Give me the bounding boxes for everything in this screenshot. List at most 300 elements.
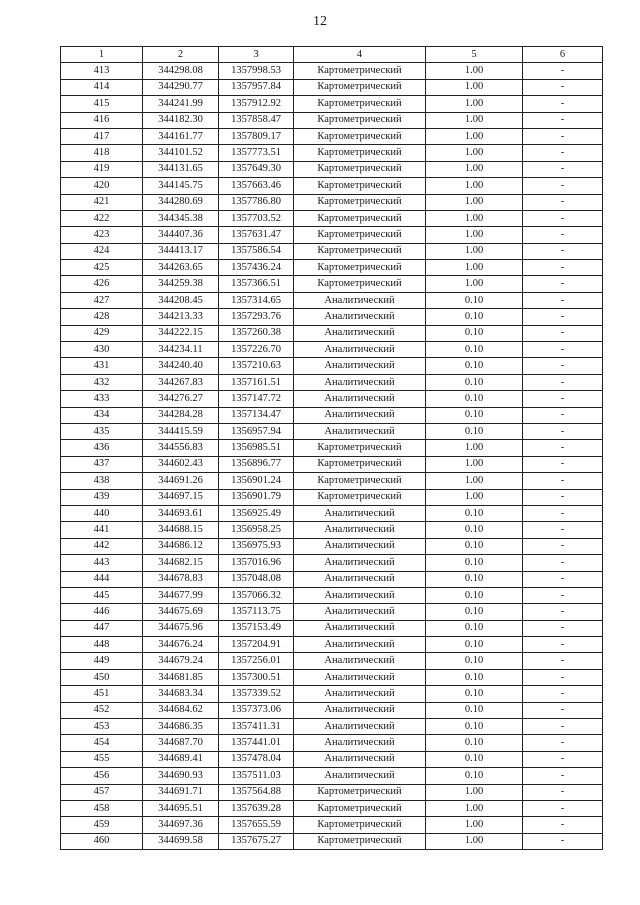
table-cell: Картометрический	[294, 833, 426, 849]
table-cell: Аналитический	[294, 587, 426, 603]
table-cell: 344677.99	[143, 587, 219, 603]
table-cell: Картометрический	[294, 817, 426, 833]
table-cell: -	[523, 505, 603, 521]
table-cell: 1357153.49	[219, 620, 294, 636]
table-cell: 446	[61, 604, 143, 620]
page-number: 12	[313, 14, 327, 29]
table-cell: 1.00	[426, 210, 523, 226]
table-cell: -	[523, 735, 603, 751]
table-cell: 417	[61, 128, 143, 144]
table-cell: 344213.33	[143, 309, 219, 325]
table-cell: -	[523, 522, 603, 538]
table-cell: 344101.52	[143, 145, 219, 161]
table-cell: 344259.38	[143, 276, 219, 292]
column-header: 6	[523, 47, 603, 63]
table-row	[61, 719, 603, 735]
table-cell: -	[523, 768, 603, 784]
table-cell: -	[523, 210, 603, 226]
table-cell: -	[523, 145, 603, 161]
table-cell: 344697.15	[143, 489, 219, 505]
table-row	[61, 555, 603, 571]
table-cell: 344683.34	[143, 686, 219, 702]
table-cell: 1357703.52	[219, 210, 294, 226]
table-cell: 1357564.88	[219, 784, 294, 800]
table-cell: 449	[61, 653, 143, 669]
table-cell: 344681.85	[143, 669, 219, 685]
table-cell: 451	[61, 686, 143, 702]
table-cell: -	[523, 96, 603, 112]
table-cell: 344240.40	[143, 358, 219, 374]
column-header: 1	[61, 47, 143, 63]
table-cell: Аналитический	[294, 358, 426, 374]
column-header: 4	[294, 47, 426, 63]
table-cell: 344263.65	[143, 260, 219, 276]
table-row	[61, 620, 603, 636]
table-row	[61, 145, 603, 161]
table-cell: 1.00	[426, 96, 523, 112]
column-header: 3	[219, 47, 294, 63]
table-cell: 1357161.51	[219, 374, 294, 390]
table-cell: -	[523, 128, 603, 144]
table-cell: Картометрический	[294, 784, 426, 800]
table-cell: 344684.62	[143, 702, 219, 718]
table-row	[61, 571, 603, 587]
table-cell: 437	[61, 456, 143, 472]
table-row	[61, 669, 603, 685]
table-row	[61, 522, 603, 538]
table-cell: 1357226.70	[219, 342, 294, 358]
table-cell: 428	[61, 309, 143, 325]
table-cell: 344234.11	[143, 342, 219, 358]
coordinates-table	[60, 46, 603, 850]
table-row	[61, 604, 603, 620]
table-cell: 0.10	[426, 538, 523, 554]
table-cell: 1357773.51	[219, 145, 294, 161]
table-cell: 435	[61, 423, 143, 439]
table-cell: 1357998.53	[219, 63, 294, 79]
table-cell: 1.00	[426, 489, 523, 505]
table-cell: 1.00	[426, 817, 523, 833]
table-cell: 1357663.46	[219, 178, 294, 194]
table-cell: Аналитический	[294, 555, 426, 571]
table-cell: 1357912.92	[219, 96, 294, 112]
table-cell: 418	[61, 145, 143, 161]
table-row	[61, 587, 603, 603]
table-cell: 344556.83	[143, 440, 219, 456]
table-cell: Аналитический	[294, 719, 426, 735]
table-cell: -	[523, 178, 603, 194]
table-cell: 0.10	[426, 358, 523, 374]
table-cell: Аналитический	[294, 407, 426, 423]
table-cell: 1.00	[426, 63, 523, 79]
table-cell: 0.10	[426, 620, 523, 636]
table-cell: 344675.96	[143, 620, 219, 636]
table-row	[61, 538, 603, 554]
table-cell: 0.10	[426, 604, 523, 620]
table-cell: 0.10	[426, 653, 523, 669]
table-row	[61, 653, 603, 669]
table-cell: 1.00	[426, 784, 523, 800]
table-cell: Картометрический	[294, 161, 426, 177]
table-cell: 0.10	[426, 505, 523, 521]
table-cell: 0.10	[426, 407, 523, 423]
table-cell: 432	[61, 374, 143, 390]
table-cell: 425	[61, 260, 143, 276]
table-cell: 344267.83	[143, 374, 219, 390]
table-header-row	[61, 47, 603, 63]
table-cell: 344682.15	[143, 555, 219, 571]
table-cell: Картометрический	[294, 243, 426, 259]
table-row	[61, 79, 603, 95]
table-cell: -	[523, 571, 603, 587]
table-cell: Картометрический	[294, 276, 426, 292]
table-cell: 421	[61, 194, 143, 210]
table-cell: 0.10	[426, 423, 523, 439]
table-cell: Аналитический	[294, 653, 426, 669]
table-cell: -	[523, 342, 603, 358]
table-cell: 344182.30	[143, 112, 219, 128]
table-cell: 429	[61, 325, 143, 341]
table-cell: 439	[61, 489, 143, 505]
table-cell: -	[523, 112, 603, 128]
table-cell: Картометрический	[294, 800, 426, 816]
table-cell: Аналитический	[294, 505, 426, 521]
table-cell: 431	[61, 358, 143, 374]
table-row	[61, 309, 603, 325]
table-cell: -	[523, 243, 603, 259]
table-cell: 1357858.47	[219, 112, 294, 128]
table-row	[61, 440, 603, 456]
table-cell: Картометрический	[294, 473, 426, 489]
table-cell: 344687.70	[143, 735, 219, 751]
table-cell: 433	[61, 391, 143, 407]
table-cell: Аналитический	[294, 768, 426, 784]
table-cell: Аналитический	[294, 423, 426, 439]
table-cell: 1357373.06	[219, 702, 294, 718]
table-cell: Картометрический	[294, 260, 426, 276]
table-cell: 1356975.93	[219, 538, 294, 554]
table-cell: Картометрический	[294, 178, 426, 194]
table-cell: 0.10	[426, 309, 523, 325]
table-row	[61, 686, 603, 702]
table-cell: -	[523, 161, 603, 177]
table-cell: 344276.27	[143, 391, 219, 407]
table-row	[61, 637, 603, 653]
table-cell: 427	[61, 292, 143, 308]
table-cell: 1357649.30	[219, 161, 294, 177]
table-row	[61, 63, 603, 79]
table-cell: 0.10	[426, 751, 523, 767]
table-cell: 1356958.25	[219, 522, 294, 538]
table-cell: 344161.77	[143, 128, 219, 144]
table-cell: 450	[61, 669, 143, 685]
table-cell: 0.10	[426, 735, 523, 751]
table-cell: Аналитический	[294, 342, 426, 358]
table-cell: 452	[61, 702, 143, 718]
table-cell: -	[523, 79, 603, 95]
table-cell: 344689.41	[143, 751, 219, 767]
table-cell: Аналитический	[294, 538, 426, 554]
table-cell: 456	[61, 768, 143, 784]
table-cell: 1357256.01	[219, 653, 294, 669]
table-row	[61, 407, 603, 423]
table-row	[61, 243, 603, 259]
table-cell: 454	[61, 735, 143, 751]
table-cell: 1.00	[426, 145, 523, 161]
table-cell: 1357293.76	[219, 309, 294, 325]
table-cell: 344693.61	[143, 505, 219, 521]
table-cell: 1357478.04	[219, 751, 294, 767]
table-row	[61, 423, 603, 439]
table-cell: 1357655.59	[219, 817, 294, 833]
table-cell: -	[523, 489, 603, 505]
table-cell: 1357411.31	[219, 719, 294, 735]
table-cell: 1.00	[426, 194, 523, 210]
table-cell: Аналитический	[294, 669, 426, 685]
table-row	[61, 702, 603, 718]
table-cell: 344298.08	[143, 63, 219, 79]
table-row	[61, 194, 603, 210]
table-cell: 1.00	[426, 79, 523, 95]
table-row	[61, 227, 603, 243]
table-cell: 0.10	[426, 391, 523, 407]
table-cell: 344690.93	[143, 768, 219, 784]
table-row	[61, 342, 603, 358]
table-cell: 344345.38	[143, 210, 219, 226]
table-cell: 1356896.77	[219, 456, 294, 472]
table-cell: 1.00	[426, 243, 523, 259]
table-cell: 344695.51	[143, 800, 219, 816]
table-cell: 1357134.47	[219, 407, 294, 423]
table-cell: Картометрический	[294, 96, 426, 112]
table-cell: Аналитический	[294, 571, 426, 587]
table-cell: 1.00	[426, 260, 523, 276]
table-cell: 344131.65	[143, 161, 219, 177]
table-cell: 1357639.28	[219, 800, 294, 816]
table-cell: 344686.35	[143, 719, 219, 735]
table-cell: 455	[61, 751, 143, 767]
table-cell: -	[523, 309, 603, 325]
table-cell: 447	[61, 620, 143, 636]
table-cell: 344691.26	[143, 473, 219, 489]
table-cell: 1.00	[426, 833, 523, 849]
table-cell: -	[523, 719, 603, 735]
table-row	[61, 489, 603, 505]
table-cell: 1356901.24	[219, 473, 294, 489]
table-cell: 344407.36	[143, 227, 219, 243]
table-cell: 344678.83	[143, 571, 219, 587]
table-row	[61, 292, 603, 308]
table-cell: 1357441.01	[219, 735, 294, 751]
table-cell: 426	[61, 276, 143, 292]
table-row	[61, 325, 603, 341]
table-cell: 459	[61, 817, 143, 833]
table-cell: 1.00	[426, 227, 523, 243]
table-cell: 1.00	[426, 473, 523, 489]
table-cell: Картометрический	[294, 227, 426, 243]
table-row	[61, 456, 603, 472]
table-cell: 0.10	[426, 292, 523, 308]
table-cell: 415	[61, 96, 143, 112]
column-header: 5	[426, 47, 523, 63]
table-cell: 448	[61, 637, 143, 653]
table-row	[61, 473, 603, 489]
table-row	[61, 178, 603, 194]
table-cell: 344686.12	[143, 538, 219, 554]
table-cell: 344241.99	[143, 96, 219, 112]
table-cell: 0.10	[426, 686, 523, 702]
table-cell: 1.00	[426, 800, 523, 816]
table-cell: 344222.15	[143, 325, 219, 341]
table-cell: -	[523, 423, 603, 439]
table-cell: -	[523, 587, 603, 603]
table-cell: 414	[61, 79, 143, 95]
table-cell: Картометрический	[294, 79, 426, 95]
table-row	[61, 374, 603, 390]
table-cell: 0.10	[426, 325, 523, 341]
table-cell: -	[523, 817, 603, 833]
table-cell: 344145.75	[143, 178, 219, 194]
table-cell: 413	[61, 63, 143, 79]
table-cell: 0.10	[426, 587, 523, 603]
table-cell: Аналитический	[294, 374, 426, 390]
table-cell: 422	[61, 210, 143, 226]
table-cell: -	[523, 833, 603, 849]
table-row	[61, 276, 603, 292]
table-cell: 1357631.47	[219, 227, 294, 243]
table-row	[61, 210, 603, 226]
table-cell: -	[523, 456, 603, 472]
table-cell: 1357260.38	[219, 325, 294, 341]
table-cell: Картометрический	[294, 489, 426, 505]
table-cell: 344208.45	[143, 292, 219, 308]
table-cell: 344413.17	[143, 243, 219, 259]
table-row	[61, 505, 603, 521]
table-row	[61, 161, 603, 177]
table-cell: 1357048.08	[219, 571, 294, 587]
table-cell: Аналитический	[294, 637, 426, 653]
table-cell: -	[523, 702, 603, 718]
table-row	[61, 391, 603, 407]
table-row	[61, 833, 603, 849]
table-cell: 344688.15	[143, 522, 219, 538]
table-cell: 1357300.51	[219, 669, 294, 685]
table-cell: Картометрический	[294, 456, 426, 472]
table-cell: 1357586.54	[219, 243, 294, 259]
table-cell: 424	[61, 243, 143, 259]
column-header: 2	[143, 47, 219, 63]
table-row	[61, 800, 603, 816]
table-cell: 1357147.72	[219, 391, 294, 407]
table-cell: 0.10	[426, 637, 523, 653]
table-cell: 0.10	[426, 342, 523, 358]
table-cell: 430	[61, 342, 143, 358]
table-cell: 344280.69	[143, 194, 219, 210]
table-cell: 416	[61, 112, 143, 128]
table-cell: 0.10	[426, 669, 523, 685]
table-cell: Аналитический	[294, 702, 426, 718]
table-cell: -	[523, 620, 603, 636]
table-cell: Аналитический	[294, 735, 426, 751]
table-row	[61, 96, 603, 112]
table-cell: -	[523, 637, 603, 653]
table-cell: 0.10	[426, 522, 523, 538]
table-cell: Аналитический	[294, 686, 426, 702]
table-row	[61, 751, 603, 767]
table-cell: Аналитический	[294, 604, 426, 620]
table-cell: -	[523, 669, 603, 685]
table-row	[61, 735, 603, 751]
table-cell: 344676.24	[143, 637, 219, 653]
table-cell: -	[523, 604, 603, 620]
table-cell: 1357511.03	[219, 768, 294, 784]
table-cell: 1357675.27	[219, 833, 294, 849]
table-cell: 436	[61, 440, 143, 456]
table-cell: Картометрический	[294, 210, 426, 226]
table-cell: 460	[61, 833, 143, 849]
table-row	[61, 128, 603, 144]
table-cell: Картометрический	[294, 63, 426, 79]
table-cell: 444	[61, 571, 143, 587]
table-cell: 458	[61, 800, 143, 816]
table-cell: 443	[61, 555, 143, 571]
table-cell: 344679.24	[143, 653, 219, 669]
table-cell: 344699.58	[143, 833, 219, 849]
table-cell: 1357113.75	[219, 604, 294, 620]
table-cell: 1.00	[426, 161, 523, 177]
table-cell: 457	[61, 784, 143, 800]
table-cell: 1357016.96	[219, 555, 294, 571]
table-cell: 344415.59	[143, 423, 219, 439]
table-cell: -	[523, 440, 603, 456]
table-cell: 1.00	[426, 178, 523, 194]
table-cell: -	[523, 407, 603, 423]
table-row	[61, 768, 603, 784]
table-cell: -	[523, 686, 603, 702]
table-cell: 344290.77	[143, 79, 219, 95]
table-row	[61, 358, 603, 374]
table-cell: 1357436.24	[219, 260, 294, 276]
table-cell: Аналитический	[294, 391, 426, 407]
table-cell: 0.10	[426, 555, 523, 571]
table-cell: -	[523, 555, 603, 571]
table-cell: 1357957.84	[219, 79, 294, 95]
table-cell: 1357786.80	[219, 194, 294, 210]
table-cell: Картометрический	[294, 194, 426, 210]
table-cell: 344675.69	[143, 604, 219, 620]
table-cell: -	[523, 800, 603, 816]
table-cell: Картометрический	[294, 112, 426, 128]
table-cell: 344697.36	[143, 817, 219, 833]
table-cell: 0.10	[426, 719, 523, 735]
table-cell: -	[523, 63, 603, 79]
table-row	[61, 260, 603, 276]
table-cell: Аналитический	[294, 325, 426, 341]
table-cell: 1357204.91	[219, 637, 294, 653]
table-cell: 1356957.94	[219, 423, 294, 439]
table-body	[61, 63, 603, 850]
table-cell: 344602.43	[143, 456, 219, 472]
table-cell: 1.00	[426, 112, 523, 128]
table-cell: -	[523, 784, 603, 800]
table-cell: 0.10	[426, 571, 523, 587]
table-cell: 1357809.17	[219, 128, 294, 144]
table-cell: Аналитический	[294, 751, 426, 767]
table-cell: Аналитический	[294, 522, 426, 538]
table-cell: -	[523, 194, 603, 210]
table-cell: Аналитический	[294, 620, 426, 636]
table-cell: 0.10	[426, 374, 523, 390]
